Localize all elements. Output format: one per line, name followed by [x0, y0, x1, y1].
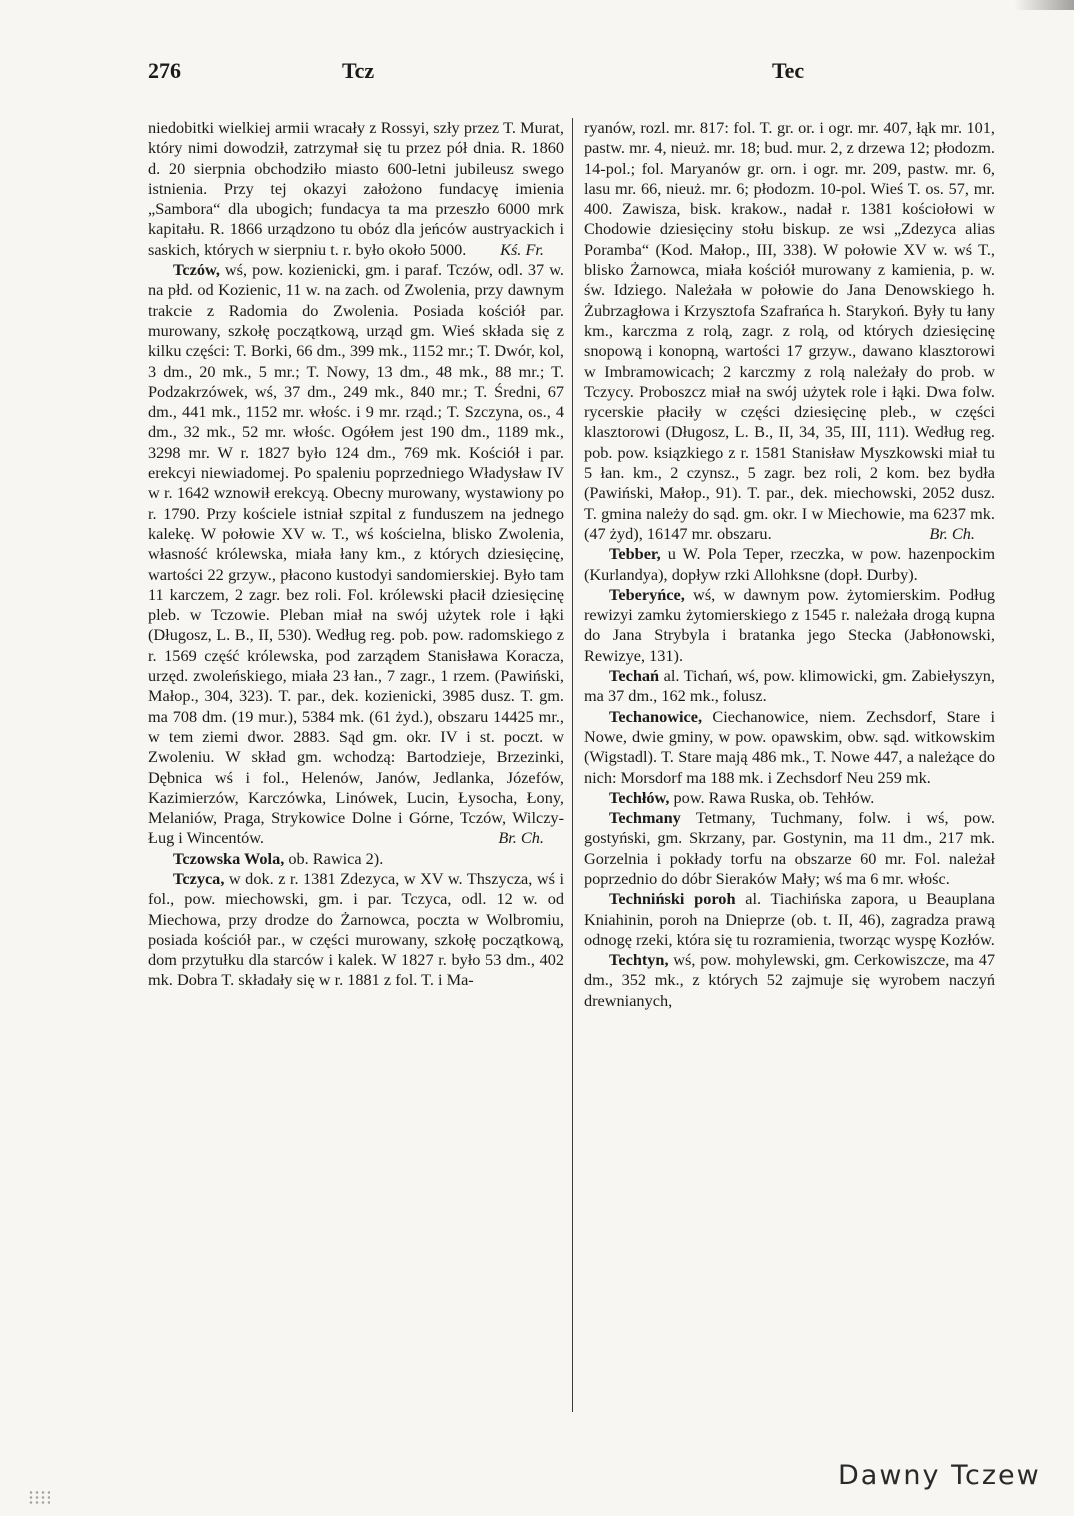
entry-headword: Tczowska Wola,: [173, 848, 285, 868]
entry-text: wś, pow. kozienicki, gm. i paraf. Tczów, odl. 37 w. na płd. od Kozienic, 11 w. na zach. od Zwolenia, przy dawnym trakcie z Radomia do Zwolenia. Posiada kościół par. murowany, szkołę początkową, urząd gm. Wieś składa się z kilku części: T. Borki, 66 dm., 399 mk., 1152 mr.; T. Dwór, kol, 3 dm., 20 mk., 5 mr.; T. Nowy, 13 dm., 48 mk., 88 mr.; T. Podzakrzówek, wś, 37 dm., 249 mk., 840 mr.; T. Średni, 67 dm., 441 mk., 1152 mr. włośc. i 9 mr. rząd.; T. Szczyna, os., 4 dm., 32 mk., 52 mr. włośc. Ogółem jest 190 dm., 1189 mk., 3298 mr. W r. 1827 było 124 dm., 769 mk. Kościół i par. erekcyi niewiadomej. Po spaleniu poprzedniego Władysław IV w r. 1642 wznowił erekcyą. Obecny murowany, wystawiony po r. 1790. Przy kościele istniał szpital z funduszem na jednego kalekę. W połowie XV w. T., wś kościelna, blisko Zwolenia, własność królewska, miała łany km., z których dziesięcinę, wartości 22 grzyw., płacono kustodyi sandomierskiej. Było tam 11 karczem, 2 zagr. bez roli. Fol. królewski płacił dziesięcinę pleb. w Tczowie. Pleban miał na swój użytek role i łąki (Długosz, L. B., II, 530). Według reg. pob. pow. radomskiego z r. 1569 część królewska, pod zarządem Stanisława Koracza, urzęd. zwoleńskiego, miała 23 łan., 7 zagr., 1 rzem. (Pawiński, Małop., 304, 323). T. par., dek. kozienicki, 3985 dusz. T. gm. ma 708 dm. (19 mur.), 5384 mk. (61 żyd.), obszaru 14425 mr., w tem ziemi dwor. 2883. Sąd gm. okr. IV i st. poczt. w Zwoleniu. W skład gm. wchodzą: Bartodzieje, Brzezinki, Dębnica wś i fol., Helenów, Janów, Jedlanka, Józefów, Kazimierzów, Karczówka, Linówek, Lucin, Łysocha, Łony, Melaniów, Praga, Strykowice Dolne i Górne, Tczów, Wilczy-Ług i Wincentów.: [148, 260, 564, 848]
entry-headword: Techań: [609, 666, 660, 686]
page-number: 276: [148, 58, 181, 83]
dictionary-entry: [584, 666, 995, 707]
entry-text: niedobitki wielkiej armii wracały z Rossyi, szły przez T. Murat, który nimi dowodził, zatrzymał się tu przez pół dnia. R. 1860 d. 20 sierpnia obchodziło miasto 600-letni jubileusz swego istnienia. Przy tej okazyi założono fundacyę imienia „Sambora“ dla ubogich; fundacya ta ma przeszło 6000 mrk kapitału. R. 1866 urządzono tu obóz dla jeńców austryackich i saskich, których w sierpniu t. r. było około 5000.: [148, 118, 564, 259]
dictionary-entry: [148, 849, 564, 869]
dictionary-entry: [584, 808, 995, 889]
right-column: [584, 118, 995, 1011]
entry-text: Tetmany, Tuchmany, folw. i wś, pow. gostyński, gm. Skrzany, par. Gostynin, ma 11 dm., 217 mk. Gorzelnia i pokłady torfu na obszarze 60 mr. Fol. należał poprzednio do dóbr Sieraków Mały; wś ma 6 mr. włośc.: [584, 808, 995, 888]
dictionary-entry: [584, 585, 995, 666]
entry-headword: Tczów,: [173, 260, 220, 280]
entry-text: u W. Pola Teper, rzeczka, w pow. hazenpockim (Kurlandya), dopływ rzki Allohksne (dopł. Durby).: [584, 544, 995, 584]
entry-signature: Br. Ch.: [498, 828, 544, 848]
left-column: [148, 118, 564, 991]
entry-headword: Tczyca,: [173, 868, 225, 888]
dictionary-entry: [584, 544, 995, 585]
watermark-text: Dawny Tczew: [838, 1460, 1041, 1491]
entry-signature: Kś. Fr.: [500, 239, 544, 259]
entry-text: wś, pow. mohylewski, gm. Cerkowiszcze, ma 47 dm., 352 mk., z których 52 zajmuje się wyrobem naczyń drewnianych,: [584, 950, 995, 1010]
entry-headword: Teberyńce,: [609, 584, 685, 604]
left-running-head: Tcz: [342, 58, 375, 83]
dictionary-entry: [584, 707, 995, 788]
dictionary-entry: [584, 950, 995, 1011]
scan-specks: [28, 1490, 50, 1504]
entry-headword: Tebber,: [609, 544, 661, 564]
entry-text: Ciechanowice, niem. Zechsdorf, Stare i Nowe, dwie gminy, w pow. opawskim, obw. sąd. witkowskim (Wigstadl). T. Stare mają 486 mk., T. Nowe 447, a należące do nich: Morsdorf ma 188 mk. i Zechsdorf Neu 259 mk.: [584, 706, 995, 787]
right-running-head: Tec: [772, 58, 805, 83]
entry-text: pow. Rawa Ruska, ob. Tehłów.: [669, 787, 875, 807]
entry-text: wś, w dawnym pow. żytomierskim. Podług rewizyi zamku żytomierskiego z 1545 r. należała drogą kupna do Jana Strybyla i bratanka jego Stecka (Jabłonowski, Rewizye, 131).: [584, 584, 995, 665]
entry-signature: Br. Ch.: [929, 523, 975, 543]
entry-text: al. Tichań, wś, pow. klimowicki, gm. Zabiełyszyn, ma 37 dm., 162 mk., folusz.: [584, 666, 995, 706]
entry-headword: Techtyn,: [609, 950, 669, 970]
entry-headword: Techanowice,: [609, 706, 703, 726]
dictionary-entry: [148, 260, 564, 849]
scan-edge-mark: [1014, 0, 1074, 10]
entry-headword: Techmany: [609, 808, 681, 828]
entry-text: ryanów, rozl. mr. 817: fol. T. gr. or. i ogr. mr. 407, łąk mr. 101, pastw. mr. 4, nieuż. mr. 18; bud. mur. 2, z drzewa 12; płodozm. 14-pol.; fol. Maryanów gr. orn. i ogr. mr. 209, pastw. mr. 6, lasu mr. 66, nieuż. mr. 6; płodozm. 10-pol. Wieś T. os. 57, mr. 400. Zawisza, bisk. krakow., nadał r. 1381 kościołowi w Chodowie dziesięciny stołu biskup. ze wsi „Zdezyca alias Poramba“ (Kod. Małop., III, 338). W połowie XV w. wś T., blisko Żarnowca, miała kościół murowany z kamienia, p. w. św. Idziego. Należała w połowie do Jana Denowskiego h. Żubrzagłowa i Krzysztofa Szafrańca h. Starykoń. Były tu łany km., karczma z rolą, zagr. z rolą, od których dziesięcinę snopową i konopną, wartości 17 grzyw., dawano klasztorowi w Imbramowicach; 2 karczmy z rolą należały do prob. w Tczycy. Proboszcz miał na swój użytek role i łąki. Dwa folw. rycerskie płaciły w części dziesięcinę pleb., w części klasztorowi (Długosz, L. B., II, 34, 35, III, 111). Według reg. pob. pow. ksiązkiego z r. 1581 Stanisław Myszkowski miał tu 5 łan. km., 2 czynsz., 5 zagr. bez roli, 2 kom. bez bydła (Pawiński, Małop., 91). T. par., dek. miechowski, 2052 dusz. T. gmina należy do sąd. gm. okr. I w Miechowie, ma 6237 mk. (47 żyd), 16147 mr. obszaru.: [584, 118, 995, 543]
continued-entry: [148, 118, 564, 260]
entry-headword: Techłów,: [609, 787, 670, 807]
page-header: [0, 58, 1074, 88]
dictionary-entry: [148, 869, 564, 991]
entry-text: w dok. z r. 1381 Zdezyca, w XV w. Thszycza, wś i fol., pow. miechowski, gm. i par. Tczyca, odl. 12 w. od Miechowa, przy drodze do Żarnowca, poczta w Wolbromiu, posiada kościół par., w części murowany, szkołę początkową, dom przytułku dla starców i kalek. W 1827 r. było 53 dm., 402 mk. Dobra T. składały się w r. 1881 z fol. T. i Ma-: [148, 868, 564, 990]
entry-text: al. Tiachińska zapora, u Beauplana Kniahinin, poroh na Dnieprze (ob. t. II, 46), zagradza prawą odnogę rzeki, która się tu rozramienia, tworząc wyspę Kozłów.: [584, 889, 995, 949]
entry-text: ob. Rawica 2).: [284, 848, 384, 868]
continued-entry: [584, 118, 995, 544]
entry-headword: Techniński poroh: [609, 889, 736, 909]
column-divider: [572, 118, 573, 1412]
dictionary-entry: [584, 788, 995, 808]
dictionary-entry: [584, 889, 995, 950]
